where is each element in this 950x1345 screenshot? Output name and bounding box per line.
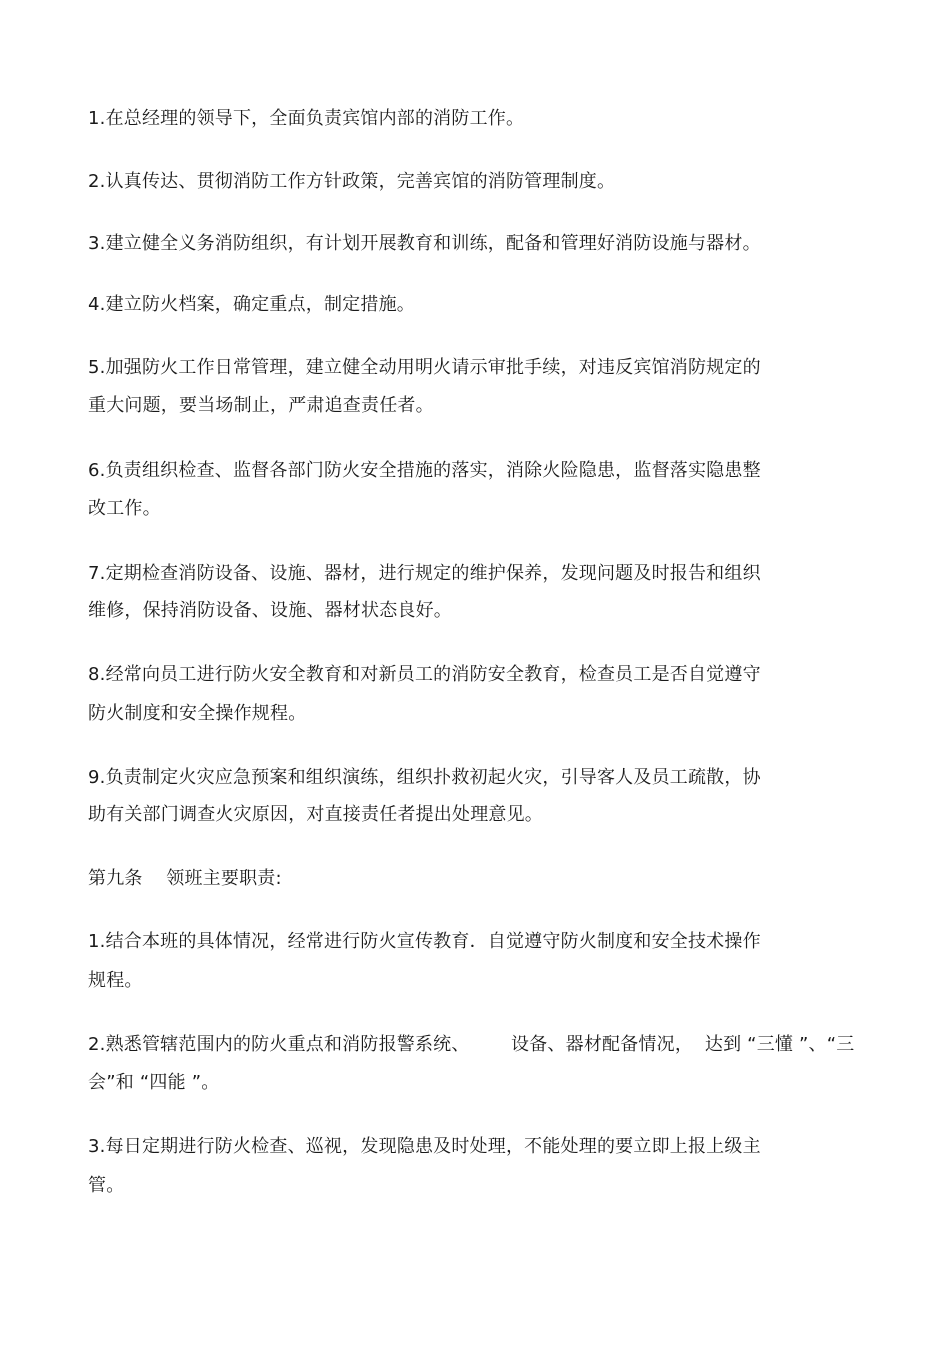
paragraph-11-line-2: 会”和 “四能 ”。	[88, 1072, 220, 1093]
paragraph-5-line-2: 重大问题，要当场制止，严肃追查责任者。	[88, 395, 434, 416]
paragraph-9-line-2: 助有关部门调查火灾原因，对直接责任者提出处理意见。	[88, 804, 543, 825]
paragraph-10-line-1: 1.结合本班的具体情况，经常进行防火宣传教育．自觉遵守防火制度和安全技术操作	[88, 931, 761, 952]
paragraph-5-line-1: 5.加强防火工作日常管理，建立健全动用明火请示审批手续，对违反宾馆消防规定的	[88, 357, 761, 378]
paragraph-6-line-2: 改工作。	[88, 498, 161, 519]
paragraph-7-line-1: 7.定期检查消防设备、设施、器材，进行规定的维护保养，发现问题及时报告和组织	[88, 563, 761, 584]
paragraph-10-line-2: 规程。	[88, 970, 143, 991]
paragraph-9-line-1: 9.负责制定火灾应急预案和组织演练，组织扑救初起火灾，引导客人及员工疏散，协	[88, 767, 761, 788]
paragraph-12-line-1: 3.每日定期进行防火检查、巡视，发现隐患及时处理，不能处理的要立即上报上级主	[88, 1136, 761, 1157]
paragraph-12-line-2: 管。	[88, 1175, 125, 1196]
paragraph-8-line-2: 防火制度和安全操作规程。	[88, 703, 307, 724]
paragraph-1-line-1: 1.在总经理的领导下，全面负责宾馆内部的消防工作。	[88, 108, 525, 129]
paragraph-7-line-2: 维修，保持消防设备、设施、器材状态良好。	[88, 600, 452, 621]
section-heading-article-9: 第九条 领班主要职责:	[88, 868, 282, 889]
paragraph-3-line-1: 3.建立健全义务消防组织，有计划开展教育和训练，配备和管理好消防设施与器材。	[88, 233, 761, 254]
paragraph-4-line-1: 4.建立防火档案，确定重点，制定措施。	[88, 294, 415, 315]
paragraph-2-line-1: 2.认真传达、贯彻消防工作方针政策，完善宾馆的消防管理制度。	[88, 171, 616, 192]
paragraph-11-line-1: 2.熟悉管辖范围内的防火重点和消防报警系统、 设备、器材配备情况， 达到 “三懂 ”、“三	[88, 1034, 855, 1055]
paragraph-6-line-1: 6.负责组织检查、监督各部门防火安全措施的落实，消除火险隐患，监督落实隐患整	[88, 460, 761, 481]
paragraph-8-line-1: 8.经常向员工进行防火安全教育和对新员工的消防安全教育，检查员工是否自觉遵守	[88, 664, 761, 685]
